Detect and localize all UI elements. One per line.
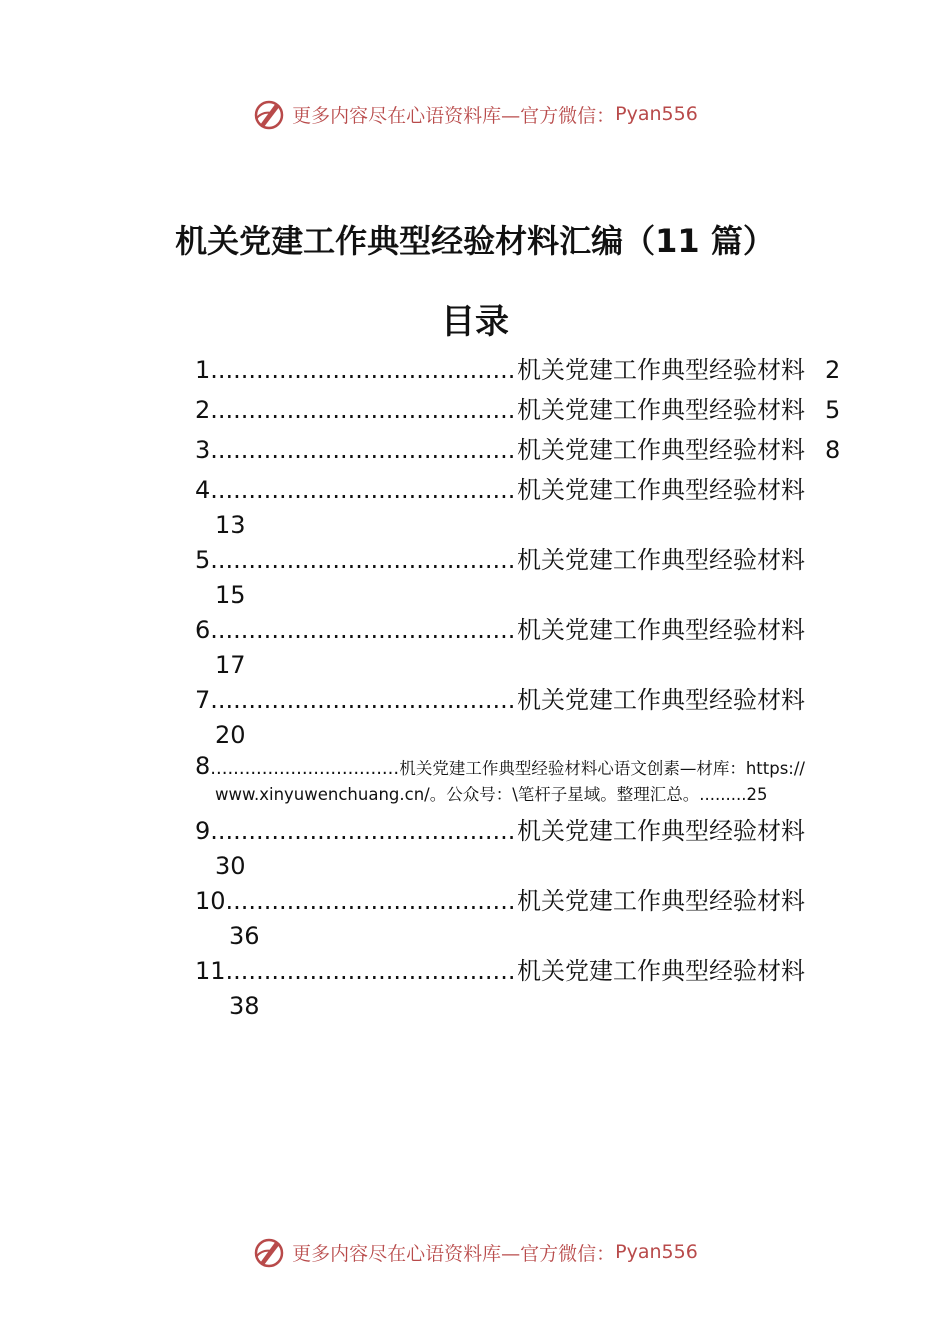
footer-watermark-banner	[0, 1232, 950, 1272]
toc-entry-title: 机关党建工作典型经验材料	[517, 957, 805, 985]
table-of-contents	[195, 350, 855, 1021]
toc-entry-title: 机关党建工作典型经验材料	[517, 396, 805, 424]
toc-entry-10[interactable]	[195, 881, 855, 951]
toc-entry-title: 机关党建工作典型经验材料	[517, 546, 805, 574]
toc-entry-11[interactable]	[195, 951, 855, 1021]
toc-entry-6[interactable]	[195, 610, 855, 680]
toc-entry-8[interactable]	[195, 750, 855, 811]
toc-entry-page: 30	[215, 852, 246, 880]
toc-entry-number: 11	[195, 957, 226, 985]
toc-leader-dots	[210, 430, 517, 470]
toc-entry-title-continued: www.xinyuwenchuang.cn/。公众号：\笔杆子星域。整理汇总。.........25	[215, 785, 768, 804]
toc-entry-number: 1	[195, 356, 211, 384]
toc-entry-3[interactable]	[195, 430, 855, 470]
toc-entry-page: 36	[229, 922, 260, 950]
toc-entry-page: 17	[215, 651, 246, 679]
toc-entry-page: 15	[215, 581, 246, 609]
toc-leader-dots	[210, 753, 399, 785]
toc-leader-dots	[226, 951, 517, 991]
toc-entry-title: 机关党建工作典型经验材料	[517, 817, 805, 845]
toc-entry-7[interactable]	[195, 680, 855, 750]
pen-logo-icon	[252, 1235, 286, 1269]
toc-entry-page: 13	[215, 511, 246, 539]
toc-leader-dots	[210, 811, 517, 851]
toc-leader-dots	[210, 470, 517, 510]
header-watermark-banner	[0, 94, 950, 134]
toc-entry-number: 6	[195, 616, 211, 644]
toc-entry-number: 3	[195, 436, 211, 464]
banner-wechat-id: Pyan556	[615, 1241, 698, 1263]
toc-entry-number: 9	[195, 817, 211, 845]
toc-entry-number: 5	[195, 546, 211, 574]
toc-entry-title: 机关党建工作典型经验材料心语文创素—材库：https://	[399, 759, 805, 778]
toc-entry-2[interactable]	[195, 390, 855, 430]
toc-entry-title: 机关党建工作典型经验材料	[517, 356, 805, 384]
toc-entry-title: 机关党建工作典型经验材料	[517, 436, 805, 464]
toc-leader-dots	[210, 390, 517, 430]
toc-entry-title: 机关党建工作典型经验材料	[517, 686, 805, 714]
toc-leader-dots	[210, 540, 517, 580]
document-title: 机关党建工作典型经验材料汇编（11 篇）	[175, 222, 775, 260]
toc-entry-number: 8	[195, 752, 211, 780]
banner-text: 更多内容尽在心语资料库—官方微信：	[292, 1242, 616, 1265]
toc-entry-page: 20	[215, 721, 246, 749]
toc-entry-title: 机关党建工作典型经验材料	[517, 616, 805, 644]
toc-entry-4[interactable]	[195, 470, 855, 540]
pen-logo-icon	[252, 97, 286, 131]
banner-wechat-id: Pyan556	[615, 103, 698, 125]
toc-entry-number: 7	[195, 686, 211, 714]
toc-leader-dots	[210, 610, 517, 650]
toc-heading: 目录	[441, 302, 509, 342]
toc-leader-dots	[226, 881, 517, 921]
toc-entry-page: 8	[825, 436, 841, 464]
toc-entry-title: 机关党建工作典型经验材料	[517, 887, 805, 915]
toc-leader-dots	[210, 350, 517, 390]
toc-entry-number: 10	[195, 887, 226, 915]
toc-entry-1[interactable]	[195, 350, 855, 390]
toc-entry-number: 2	[195, 396, 211, 424]
toc-entry-title: 机关党建工作典型经验材料	[517, 476, 805, 504]
banner-text: 更多内容尽在心语资料库—官方微信：	[292, 104, 616, 127]
toc-entry-9[interactable]	[195, 811, 855, 881]
toc-entry-5[interactable]	[195, 540, 855, 610]
toc-entry-page: 2	[825, 356, 841, 384]
toc-entry-page: 38	[229, 992, 260, 1020]
toc-leader-dots	[210, 680, 517, 720]
toc-entry-page: 5	[825, 396, 841, 424]
toc-entry-number: 4	[195, 476, 211, 504]
